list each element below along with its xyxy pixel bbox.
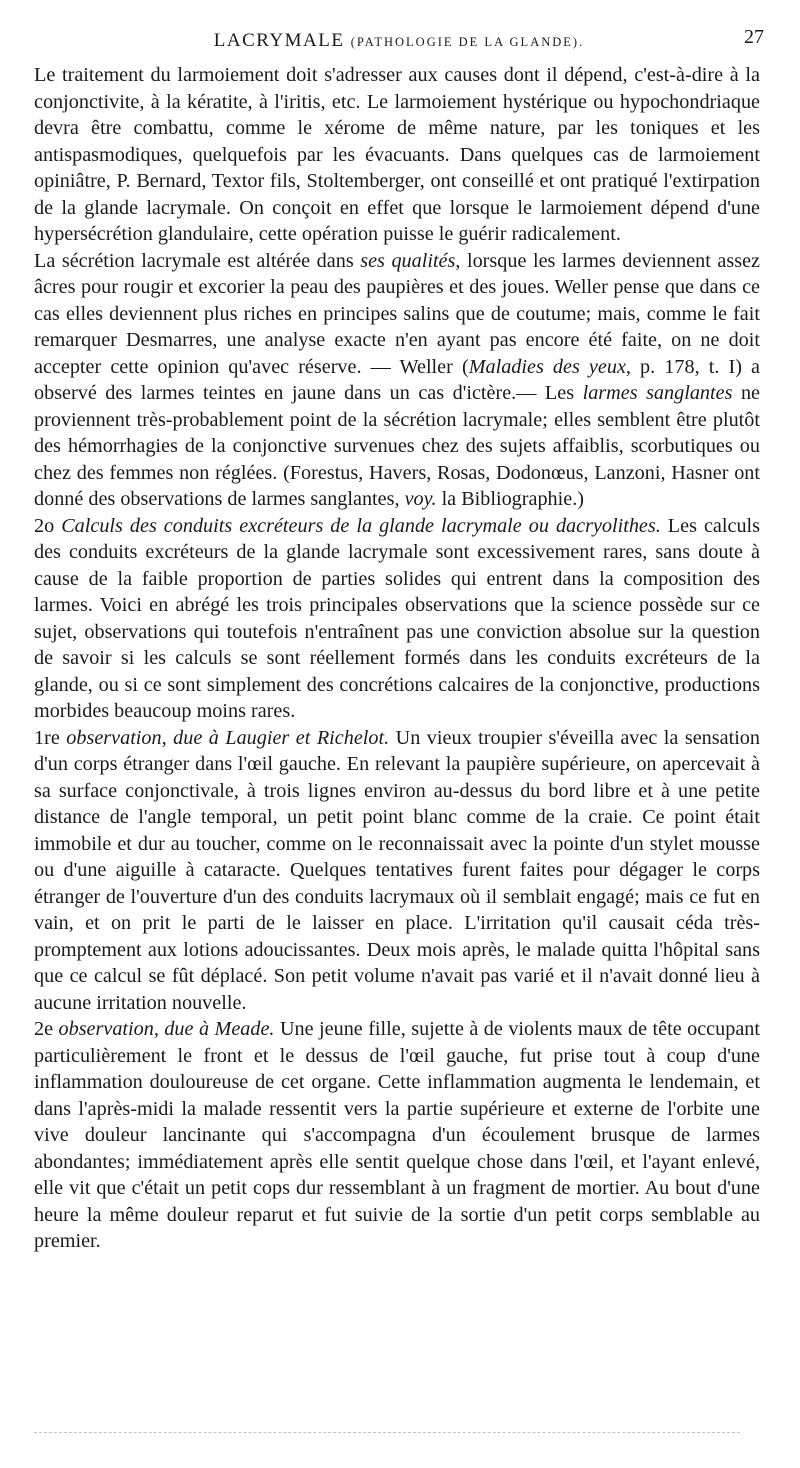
footer-divider: [34, 1432, 740, 1433]
running-title-main: LACRYMALE: [213, 30, 345, 51]
observation-number: 2e: [34, 1018, 59, 1040]
running-title: [34, 30, 764, 52]
paragraph-treatment: Le traitement du larmoiement doit s'adresser aux causes dont il dépend, c'est-à-dire à la conjonctivite, à la kératite, à l'iritis, etc. Le larmoiement hystérique ou hypochondriaque devra être combattu, comme le xérome de même nature, par les toniques et les antispasmodiques, quelquefois par les évacuants. Dans quelques cas de larmoiement opiniâtre, P. Bernard, Textor fils, Stoltemberger, ont conseillé et ont pratiqué l'extirpation de la glande lacrymale. On conçoit en effet que lorsque le larmoiement dépend d'une hypersécrétion glandulaire, cette opération puisse le guérir radicalement.: [34, 64, 760, 245]
text-run: La sécrétion lacrymale est altérée dans: [34, 249, 361, 272]
text-run: , lorsque les larmes deviennent assez âcres pour rougir et excorier la peau des paupières et des joues. Weller pense que dans ce cas elles deviennent plus riches en principes salins que de coutume; mais, comme le fait remarquer Desmarres, une analyse exacte n'en ayant pas encore été faite, on ne doit accepter cette opinion qu'avec réserve. — Weller (: [34, 249, 760, 378]
text-run: la Bibliographie.): [436, 488, 584, 510]
paragraph-calculs: [34, 513, 760, 725]
paragraph-secretion-quality: [34, 248, 760, 513]
emphasis-larmes-sanglantes: larmes sanglantes: [582, 382, 733, 404]
paragraph-observation-1: [34, 725, 760, 1017]
text-run: , p. 178, t. I) a observé des larmes teintes en jaune dans un cas d'ictère.— Les: [34, 355, 760, 404]
text-run: Un vieux troupier s'éveilla avec la sensation d'un corps étranger dans l'œil gauche. En relevant la paupière supérieure, on apercevait à sa surface conjonctivale, à trois lignes environ au-dessus du bord libre et à une petite distance de l'angle temporal, un petit point blanc comme de la craie. Ce point était immobile et dur au toucher, comme on le reconnaissait avec la pointe d'un stylet mousse ou d'une aiguille à cataracte. Quelques tentatives furent faites pour dégager le corps étranger de l'ouverture d'un des conduits lacrymaux où il semblait engagé; mais ce fut en vain, et on prit le parti de le laisser en place. L'irritation qu'il causait céda très-promptement aux lotions adoucissantes. Deux mois après, le malade quitta l'hôpital sans que ce calcul se fût déplacé. Son petit volume n'avait pas varié et il n'avait donné lieu à aucune irritation nouvelle.: [34, 726, 760, 1014]
emphasis-voy: voy.: [404, 488, 437, 510]
observation-number: 1re: [34, 726, 67, 749]
page-body: [34, 62, 760, 1255]
observation-heading-laugier: observation, due à Laugier et Richelot.: [66, 726, 390, 749]
section-heading-calculs: Calculs des conduits excréteurs de la glande lacrymale ou dacryolithes.: [61, 514, 661, 537]
text-run: Les calculs des conduits excréteurs de la glande lacrymale sont excessivement rares, sans doute à cause de la faible proportion de parties solides qui entrent dans la composition des larmes. Voici en abrégé les trois principales observations que la science possède sur ce sujet, observations qui toutefois n'entraînent pas une conviction absolue sur la question de savoir si les calculs se sont réellement formés dans les conduits excréteurs de la glande, ou si ce sont simplement des concrétions calcaires de la conjonctive, productions morbides beaucoup moins rares.: [34, 514, 761, 722]
emphasis-maladies-des-yeux: Maladies des yeux: [468, 355, 626, 378]
page-number: 27: [744, 26, 764, 48]
emphasis-qualites: ses qualités: [360, 249, 456, 272]
running-head: [34, 26, 764, 56]
section-number: 2o: [34, 514, 62, 537]
running-title-sub: (PATHOLOGIE DE LA GLANDE).: [350, 35, 585, 49]
paragraph-observation-2: [34, 1016, 760, 1255]
text-run: ne proviennent très-probablement point de la sécrétion lacrymale; elles semblent être plutôt des hémorrhagies de la conjonctive survenues chez des sujets affaiblis, scorbutiques ou chez des femmes non réglées. (Forestus, Havers, Rosas, Dodonœus, Lanzoni, Hasner ont donné des observations de larmes sanglantes,: [34, 382, 761, 510]
text-run: Une jeune fille, sujette à de violents maux de tête occupant particulièrement le front et le dessus de l'œil gauche, fut prise tout à coup d'une inflammation douloureuse de cet organe. Cette inflammation augmenta le lendemain, et dans l'après-midi la malade ressentit vers la partie supérieure et externe de l'orbite une vive douleur lancinante qui s'accompagna d'un écoulement brusque de larmes abondantes; immédiatement après elle sentit quelque chose dans l'œil, et l'ayant enlevé, elle vit que c'était un petit cops dur ressemblant à un fragment de mortier. Au bout d'une heure la même douleur reparut et fut suivie de la sortie d'un petit corps semblable au premier.: [34, 1018, 760, 1252]
observation-heading-meade: observation, due à Meade.: [58, 1018, 275, 1040]
